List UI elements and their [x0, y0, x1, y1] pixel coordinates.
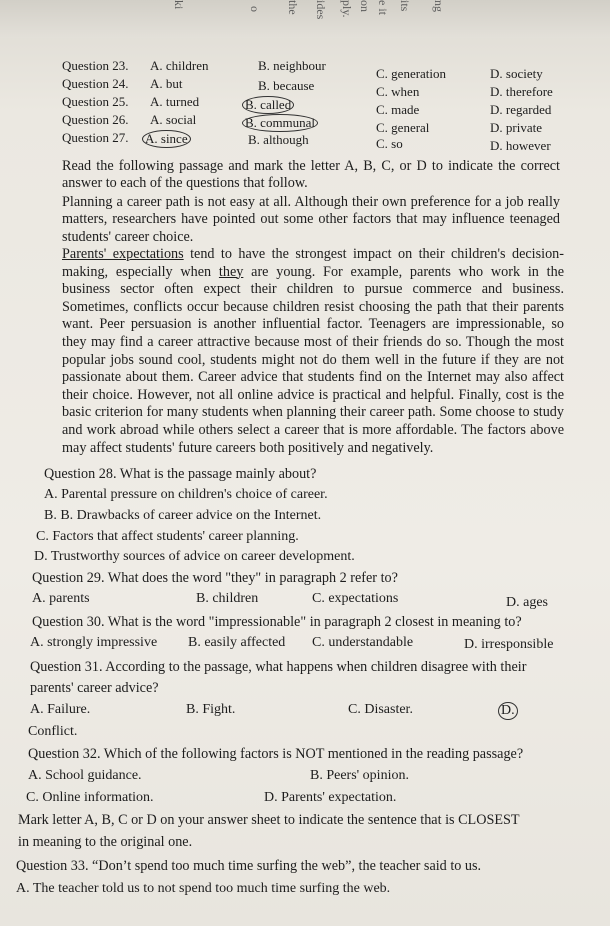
option-b-circled[interactable]: B. communal [242, 114, 318, 132]
option-b[interactable]: B. neighbour [258, 58, 326, 73]
bleed-text: ng [432, 0, 446, 12]
option-b[interactable]: B. although [248, 132, 309, 147]
option-a-circled[interactable]: A. since [142, 130, 191, 148]
option-d[interactable]: D. society [490, 66, 543, 81]
previous-page-edge [0, 0, 610, 38]
bleed-text: ki [172, 0, 186, 10]
question-30-option-c[interactable]: C. understandable [312, 635, 414, 650]
question-30-option-a[interactable]: A. strongly impressive [30, 635, 158, 650]
question-31-stem-line-2: parents' career advice? [30, 680, 159, 696]
option-c[interactable]: C. when [376, 84, 420, 99]
question-32-option-b[interactable]: B. Peers' opinion. [310, 768, 409, 783]
option-a[interactable]: A. turned [150, 94, 200, 109]
passage-paragraph-2 [62, 246, 564, 457]
question-28-option-c[interactable]: C. Factors that affect students' career planning. [36, 529, 299, 544]
question-33-option-a[interactable]: A. The teacher told us to not spend too much time surfing the web. [16, 881, 391, 896]
reading-instruction: Read the following passage and mark the letter A, B, C, or D to indicate the correct answer to each of the questions that follow. [62, 158, 560, 192]
option-c[interactable]: C. made [376, 102, 420, 117]
option-d[interactable]: D. however [490, 138, 551, 153]
question-number: Question 27. [62, 130, 129, 145]
question-31-option-a[interactable]: A. Failure. [30, 702, 91, 717]
option-c[interactable]: C. generation [376, 66, 447, 81]
underlined-word-they: they [218, 263, 244, 280]
question-31-option-b[interactable]: B. Fight. [186, 702, 236, 717]
bleed-text: ply. [340, 0, 354, 18]
closest-meaning-instruction-line-2: in meaning to the original one. [18, 834, 193, 850]
question-number: Question 24. [62, 76, 129, 91]
question-29-option-a[interactable]: A. parents [32, 591, 90, 606]
option-d[interactable]: D. private [490, 120, 542, 135]
question-30-option-d[interactable]: D. irresponsible [464, 637, 554, 652]
question-29-stem: Question 29. What does the word "they" in paragraph 2 refer to? [32, 570, 398, 586]
question-31-option-d-text: Conflict. [28, 724, 78, 739]
question-32-option-c[interactable]: C. Online information. [26, 790, 154, 805]
question-28-option-b[interactable]: B. B. Drawbacks of career advice on the Internet. [44, 508, 322, 523]
question-30-stem: Question 30. What is the word "impressionable" in paragraph 2 closest in meaning to? [32, 614, 522, 630]
bleed-text: ides [314, 0, 328, 20]
question-28-stem: Question 28. What is the passage mainly about? [44, 466, 317, 482]
bleed-text: on [358, 0, 372, 12]
question-32-option-d[interactable]: D. Parents' expectation. [264, 790, 397, 805]
question-30-option-b[interactable]: B. easily affected [188, 635, 286, 650]
question-number: Question 26. [62, 112, 129, 127]
option-b-circled[interactable]: B. called [242, 96, 294, 114]
closest-meaning-instruction-line-1: Mark letter A, B, C or D on your answer sheet to indicate the sentence that is CLOSEST [18, 812, 520, 828]
option-a[interactable]: A. children [150, 58, 209, 73]
underlined-phrase: Parents' expectations [62, 246, 184, 262]
option-c[interactable]: C. general [376, 120, 430, 135]
question-28-option-d[interactable]: D. Trustworthy sources of advice on career development. [34, 549, 355, 564]
question-number: Question 25. [62, 94, 129, 109]
question-29-option-d[interactable]: D. ages [506, 595, 548, 610]
passage-text: tend to have the strongest impact on their children's decision-making, especially when [62, 246, 564, 280]
option-a[interactable]: A. social [150, 112, 197, 127]
bleed-text: the [286, 0, 300, 15]
bleed-text: its [398, 0, 412, 12]
option-d[interactable]: D. therefore [490, 84, 553, 99]
option-d[interactable]: D. regarded [490, 102, 552, 117]
question-29-option-b[interactable]: B. children [196, 591, 259, 606]
question-32-option-a[interactable]: A. School guidance. [28, 768, 142, 783]
question-number: Question 23. [62, 58, 129, 73]
question-31-option-d-circled[interactable]: D. [498, 702, 518, 720]
bleed-text: e it [376, 0, 390, 15]
bleed-text: o [248, 6, 262, 12]
question-31-stem-line-1: Question 31. According to the passage, what happens when children disagree with their [30, 659, 527, 675]
question-32-stem: Question 32. Which of the following factors is NOT mentioned in the reading passage? [28, 746, 524, 762]
question-29-option-c[interactable]: C. expectations [312, 591, 399, 606]
question-33-stem: Question 33. “Don’t spend too much time surfing the web”, the teacher said to us. [16, 858, 482, 874]
passage-text: are young. For example, parents who work in the business sector often expect their children to pursue commerce and business. Sometimes, conflicts occur because children resist choosing the path that their parents want. Peer persuasion is another influential factor. Teenagers are impressionable, so they may find a career attractive because most of their friends do so. Though the most popular jobs sound cool, students might not do them well in the future if they are not passionate about them. Career advice that students find on the Internet may also affect their choice. However, not all online advice is practical and helpful. Finally, cost is the basic criterion for many students when planning their career path. Some choose to study and work abroad while others select a career that is more affordable. The factors above may affect students' future careers both positively and negatively. [62, 263, 565, 456]
option-b[interactable]: B. because [258, 78, 315, 93]
option-c[interactable]: C. so [376, 136, 403, 151]
option-a[interactable]: A. but [150, 76, 183, 91]
question-28-option-a[interactable]: A. Parental pressure on children's choice of career. [44, 487, 328, 502]
question-31-option-c[interactable]: C. Disaster. [348, 702, 413, 717]
passage-paragraph-1: Planning a career path is not easy at all. Although their own preference for a job really matters, researchers have pointed out some other factors that may influence teenaged students' career choice. [62, 194, 560, 245]
